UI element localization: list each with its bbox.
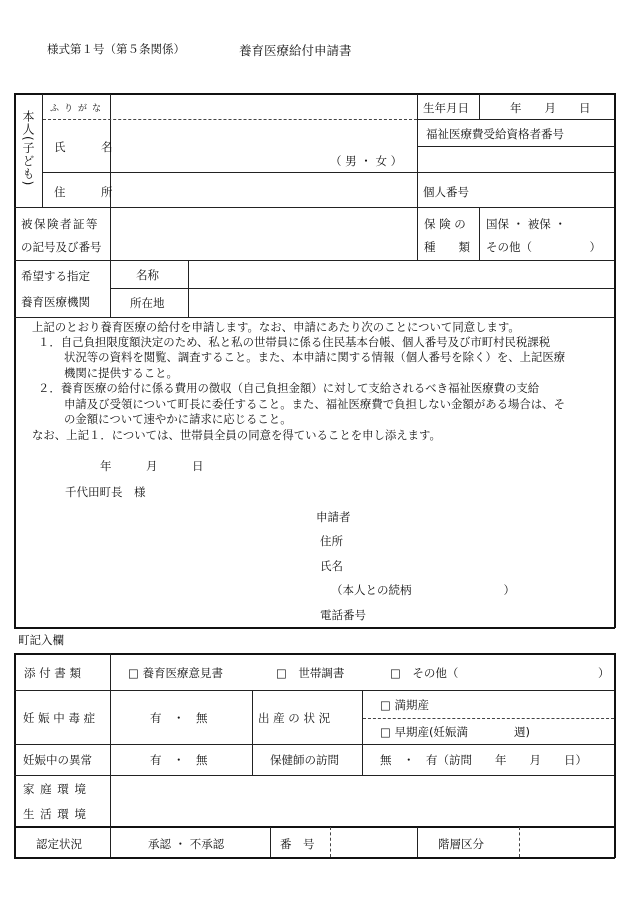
applicant-address-label: 住所 xyxy=(320,534,343,548)
number-label: 番 号 xyxy=(280,837,315,851)
dob-value: 年 月 日 xyxy=(510,101,591,115)
attach-household-checkbox[interactable]: □ 世帯調書 xyxy=(276,666,345,680)
consent-item1-line1: １．自己負担限度額決定のため、私と私の世帯員に係る住民基本台帳、個人番号及び市町村民税課税 xyxy=(38,335,551,349)
furigana-label: ふりがな xyxy=(50,104,107,114)
class-label: 階層区分 xyxy=(438,837,484,851)
insurance-type-label-1: 保 険 の xyxy=(424,217,466,231)
applicant-name-input[interactable] xyxy=(360,552,610,572)
family-env-label: 家 庭 環 境 xyxy=(23,782,87,796)
consent-intro: 上記のとおり養育医療の給付を申請します。なお、申請にあたり次のことについて同意します。 xyxy=(32,320,520,334)
consent-item2-line1: ２．養育医療の給付に係る費用の徴収（自己負担金額）に対して支給されるべき福祉医療費の支給 xyxy=(38,381,540,395)
applicant-label: 申請者 xyxy=(316,510,351,524)
institution-label-2: 養育医療機関 xyxy=(21,295,90,309)
nurse-visit-label: 保健師の訪問 xyxy=(270,753,339,767)
living-env-label: 生 活 環 境 xyxy=(23,807,87,821)
welfare-number-label: 福祉医療費受給資格者番号 xyxy=(426,127,564,141)
applicant-section-label: 本人(子ども) xyxy=(21,110,35,187)
toxemia-label: 妊 娠 中 毒 症 xyxy=(23,711,96,725)
institution-name-label: 名称 xyxy=(136,268,159,282)
nurse-visit-value[interactable]: 無 ・ 有（訪問 年 月 日） xyxy=(380,753,587,767)
applicant-name-label: 氏名 xyxy=(320,559,343,573)
insurance-type-options-1[interactable]: 国保 ・ 被保 ・ xyxy=(486,217,566,231)
personal-number-input[interactable] xyxy=(481,174,613,206)
approval-value[interactable]: 承認 ・ 不承認 xyxy=(148,837,225,851)
application-date[interactable]: 年 月 日 xyxy=(100,459,204,473)
attachments-label: 添 付 書 類 xyxy=(24,666,81,680)
insurance-type-options-2[interactable]: その他（ ） xyxy=(486,240,601,254)
applicant-address-input[interactable] xyxy=(360,527,610,547)
welfare-number-input[interactable] xyxy=(419,148,613,171)
insurance-type-label-2: 種 類 xyxy=(424,240,470,254)
addressee: 千代田町長 様 xyxy=(65,485,146,499)
number-input[interactable] xyxy=(332,829,416,855)
birth-premature-checkbox[interactable]: □ 早期産(妊娠満 週) xyxy=(380,725,530,739)
phone-input[interactable] xyxy=(375,601,610,621)
insurance-label-2: の記号及び番号 xyxy=(21,240,102,254)
address-label: 住 所 xyxy=(54,185,125,199)
birth-full-term-checkbox[interactable]: □ 満期産 xyxy=(380,698,430,712)
consent-item2-line2: 申請及び受領について町長に委任すること。また、福祉医療費で負担しない金額がある場合は、そ xyxy=(64,397,565,411)
name-input[interactable] xyxy=(112,121,327,171)
sex-selector[interactable]: （ 男 ・ 女 ） xyxy=(330,154,403,168)
attach-other-checkbox[interactable]: □ その他（ xyxy=(390,666,459,680)
birth-status-label: 出 産 の 状 況 xyxy=(258,711,331,725)
environment-input[interactable] xyxy=(112,777,612,825)
insurance-number-input[interactable] xyxy=(112,209,416,259)
insurance-label-1: 被保険者証等 xyxy=(21,217,99,231)
form-title: 養育医療給付申請書 xyxy=(239,43,352,58)
toxemia-value[interactable]: 有 ・ 無 xyxy=(150,711,208,725)
address-input[interactable] xyxy=(112,174,416,206)
consent-item2-line3: の金額について速やかに請求に応じること。 xyxy=(64,412,292,426)
dob-label: 生年月日 xyxy=(423,101,469,115)
consent-item1-line3: 機関に提供すること。 xyxy=(64,366,178,380)
approval-label: 認定状況 xyxy=(36,837,82,851)
relation-label: （本人との続柄 ） xyxy=(331,583,515,597)
consent-item1-line2: 状況等の資料を閲覧、調査すること。また、本申請に関する情報（個人番号を除く）を、上記医療 xyxy=(64,350,566,364)
furigana-input[interactable] xyxy=(112,96,416,118)
institution-location-label: 所在地 xyxy=(130,296,165,310)
attach-other-close: ） xyxy=(598,666,610,680)
institution-location-input[interactable] xyxy=(190,290,613,316)
institution-label-1: 希望する指定 xyxy=(21,269,90,283)
pregnancy-abnormal-label: 妊娠中の異常 xyxy=(23,753,92,767)
phone-label: 電話番号 xyxy=(320,608,366,622)
name-label: 氏 名 xyxy=(54,140,125,154)
institution-name-input[interactable] xyxy=(190,262,613,287)
class-input[interactable] xyxy=(521,829,613,855)
consent-note: なお、上記１．については、世帯員全員の同意を得ていることを申し添えます。 xyxy=(32,428,441,442)
personal-number-label: 個人番号 xyxy=(423,185,469,199)
pregnancy-abnormal-value[interactable]: 有 ・ 無 xyxy=(150,753,208,767)
form-number: 様式第１号（第５条関係） xyxy=(47,42,185,56)
office-section-title: 町記入欄 xyxy=(18,633,64,647)
attach-opinion-checkbox[interactable]: □ 養育医療意見書 xyxy=(128,666,224,680)
